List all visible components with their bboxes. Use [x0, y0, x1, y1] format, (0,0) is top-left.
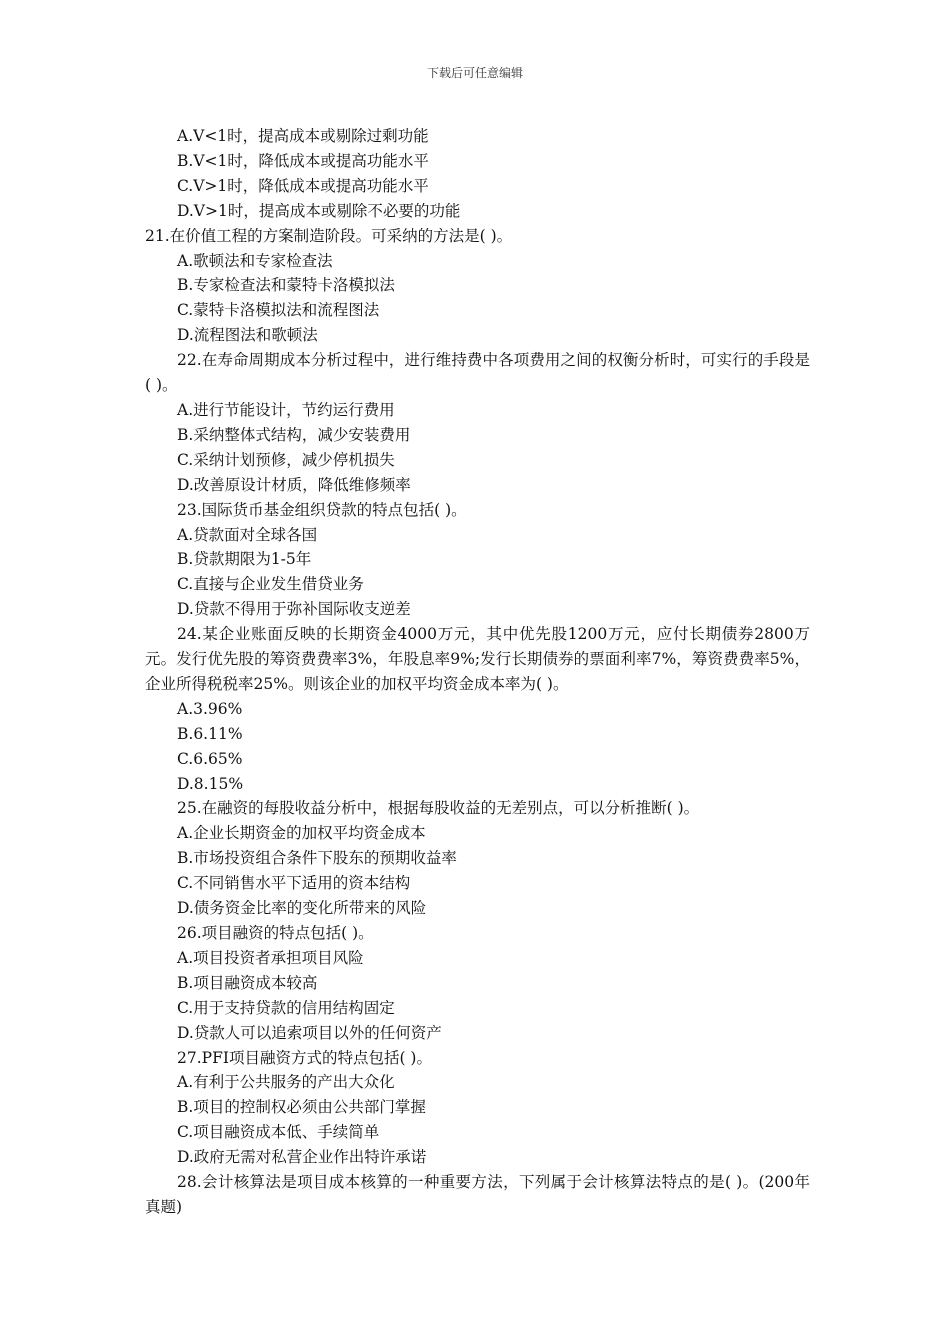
- q22-option-c: C.采纳计划预修，减少停机损失: [177, 450, 395, 469]
- question-24: 24.某企业账面反映的长期资金4000万元，其中优先股1200万元，应付长期债券2800万元。发行优先股的筹资费费率3%，年股息率9%;发行长期债券的票面利率7%，筹资费费率5%，企业所得税税率25%。则该企业的加权平均资金成本率为( )。: [145, 625, 810, 693]
- q21-option-b: B.专家检查法和蒙特卡洛模拟法: [177, 276, 395, 295]
- q22-option-b: B.采纳整体式结构，减少安装费用: [177, 425, 411, 444]
- question-23: 23.国际货币基金组织贷款的特点包括( )。: [177, 500, 467, 519]
- q23-option-b: B.贷款期限为1-5年: [177, 550, 312, 569]
- question-26: 26.项目融资的特点包括( )。: [177, 924, 374, 942]
- option-a: A.V<1时，提高成本或剔除过剩功能: [177, 127, 429, 145]
- q22-option-d: D.改善原设计材质，降低维修频率: [177, 475, 411, 494]
- q24-option-c: C.6.65%: [177, 749, 243, 768]
- q22-option-a: A.进行节能设计，节约运行费用: [177, 400, 395, 419]
- q25-option-c: C.不同销售水平下适用的资本结构: [177, 874, 411, 893]
- q23-option-d: D.贷款不得用于弥补国际收支逆差: [177, 600, 411, 619]
- question-25: 25.在融资的每股收益分析中，根据每股收益的无差别点，可以分析推断( )。: [177, 799, 700, 818]
- q27-option-d: D.政府无需对私营企业作出特许承诺: [177, 1148, 427, 1167]
- q23-option-a: A.贷款面对全球各国: [177, 525, 318, 544]
- q25-option-b: B.市场投资组合条件下股东的预期收益率: [177, 849, 457, 868]
- q27-option-a: A.有利于公共服务的产出大众化: [177, 1073, 395, 1092]
- question-22: 22.在寿命周期成本分析过程中，进行维持费中各项费用之间的权衡分析时，可实行的手段是( )。: [145, 351, 810, 395]
- q25-option-d: D.债务资金比率的变化所带来的风险: [177, 899, 427, 918]
- q24-option-d: D.8.15%: [177, 774, 244, 793]
- q21-option-d: D.流程图法和歌顿法: [177, 326, 318, 345]
- document-body: [145, 124, 810, 1220]
- option-b: B.V<1时，降低成本或提高功能水平: [177, 151, 429, 170]
- q27-option-c: C.项目融资成本低、手续简单: [177, 1123, 380, 1142]
- q21-option-c: C.蒙特卡洛模拟法和流程图法: [177, 301, 380, 320]
- q26-option-c: C.用于支持贷款的信用结构固定: [177, 998, 395, 1017]
- question-27: 27.PFI项目融资方式的特点包括( )。: [177, 1048, 432, 1067]
- q23-option-c: C.直接与企业发生借贷业务: [177, 575, 364, 594]
- q27-option-b: B.项目的控制权必须由公共部门掌握: [177, 1098, 426, 1117]
- option-c: C.V>1时，降低成本或提高功能水平: [177, 176, 429, 195]
- q24-option-a: A.3.96%: [177, 699, 243, 718]
- question-28: 28.会计核算法是项目成本核算的一种重要方法，下列属于会计核算法特点的是( )。(200年真题): [145, 1173, 810, 1216]
- q26-option-a: A.项目投资者承担项目风险: [177, 948, 364, 967]
- q21-option-a: A.歌顿法和专家检查法: [177, 251, 333, 270]
- option-d: D.V>1时，提高成本或剔除不必要的功能: [177, 201, 461, 220]
- q26-option-b: B.项目融资成本较高: [177, 973, 318, 992]
- page-header: 下载后可任意编辑: [426, 66, 523, 80]
- q26-option-d: D.贷款人可以追索项目以外的任何资产: [177, 1023, 442, 1042]
- q25-option-a: A.企业长期资金的加权平均资金成本: [177, 824, 426, 843]
- q24-option-b: B.6.11%: [177, 724, 243, 743]
- question-21: 21.在价值工程的方案制造阶段。可采纳的方法是( )。: [145, 226, 513, 245]
